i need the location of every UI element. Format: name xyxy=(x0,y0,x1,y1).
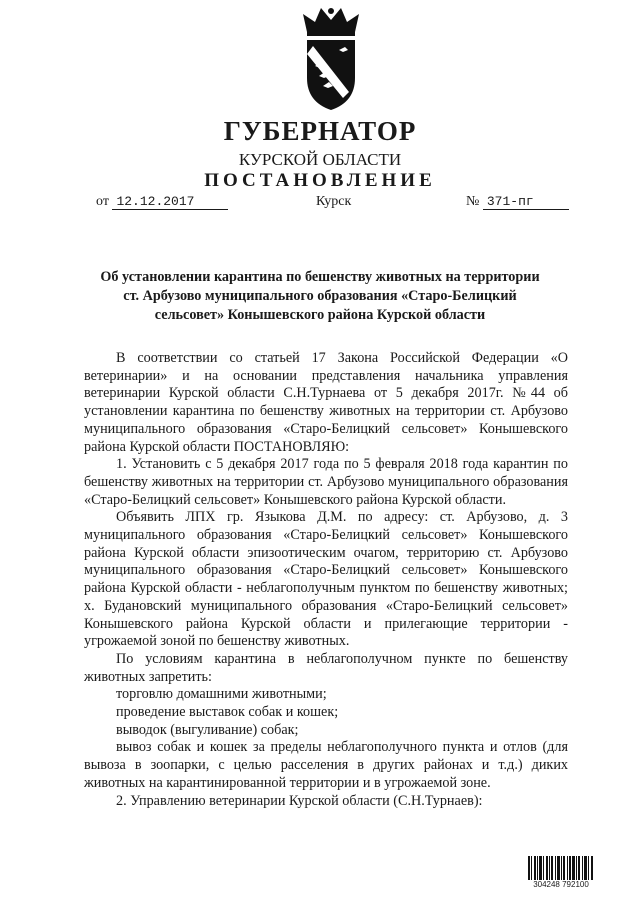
body-paragraph: 1. Установить с 5 декабря 2017 года по 5 февраля 2018 года карантин по бешенству животных на территории ст. Арбузово муниципального образования «Старо-Белицкий сельсовет» Конышевского района Курской области. xyxy=(84,456,568,508)
region-title: КУРСКОЙ ОБЛАСТИ xyxy=(238,150,402,169)
document-number: 371-пг xyxy=(483,194,569,210)
subject-line: ст. Арбузово муниципального образования «Старо-Белицкий xyxy=(123,288,517,304)
list-item: проведение выставок собак и кошек; xyxy=(116,704,339,721)
document-title: ГУБЕРНАТОР xyxy=(223,116,417,146)
barcode-number: 304248 792100 xyxy=(520,880,602,889)
subject-line: Об установлении карантина по бешенству животных на территории xyxy=(100,269,540,285)
date-line xyxy=(96,194,228,210)
list-item: торговлю домашними животными; xyxy=(116,686,327,703)
body-paragraph: 2. Управлению ветеринарии Курской области (С.Н.Турнаев): xyxy=(116,792,483,809)
body-paragraph: В соответствии со статьей 17 Закона Российской Федерации «О ветеринарии» и на основании представления начальника управления ветеринарии Курской области С.Н.Турнаева от 5 декабря 2017г. №44 об установлении карантина по бешенству животных на территории ст. Арбузово муниципального образования «Старо-Белицкий сельсовет» Конышевского района Курской области ПОСТАНОВЛЯЮ: xyxy=(84,350,568,455)
document-type: ПОСТАНОВЛЕНИЕ xyxy=(204,170,436,191)
body-paragraph: Объявить ЛПХ гр. Языкова Д.М. по адресу: ст. Арбузово, д. 3 муниципального образования «Старо-Белицкий сельсовет» Конышевского района Курской области эпизоотическим очагом, территорию ст. Арбузово муниципального образования «Старо-Белицкий сельсовет» Конышевского района Курской области - неблагополучным пунктом по бешенству животных; х. Будановский муниципального образования «Старо-Белицкий сельсовет» Конышевского района Курской области и прилегающие территории - угрожаемой зоной по бешенству животных. xyxy=(84,509,568,650)
number-prefix: № xyxy=(466,194,480,209)
subject-line: сельсовет» Конышевского района Курской области xyxy=(154,307,486,323)
document-body xyxy=(84,350,568,810)
number-line xyxy=(466,194,569,210)
document-date: 12.12.2017 xyxy=(112,194,228,210)
date-prefix: от xyxy=(96,194,109,209)
coat-of-arms-emblem xyxy=(293,6,369,116)
body-paragraph: По условиям карантина в неблагополучном пункте по бешенству животных запретить: xyxy=(84,650,568,685)
city: Курск xyxy=(316,194,352,209)
document-subject xyxy=(80,268,560,325)
body-paragraph: вывоз собак и кошек за пределы неблагополучного пункта и отлов (для вывоза в зоопарки, с целью расселения в других районах и т.д.) диких животных на карантинированной территории и в угрожаемой зоне. xyxy=(84,739,568,791)
list-item: выводок (выгуливание) собак; xyxy=(116,721,299,738)
